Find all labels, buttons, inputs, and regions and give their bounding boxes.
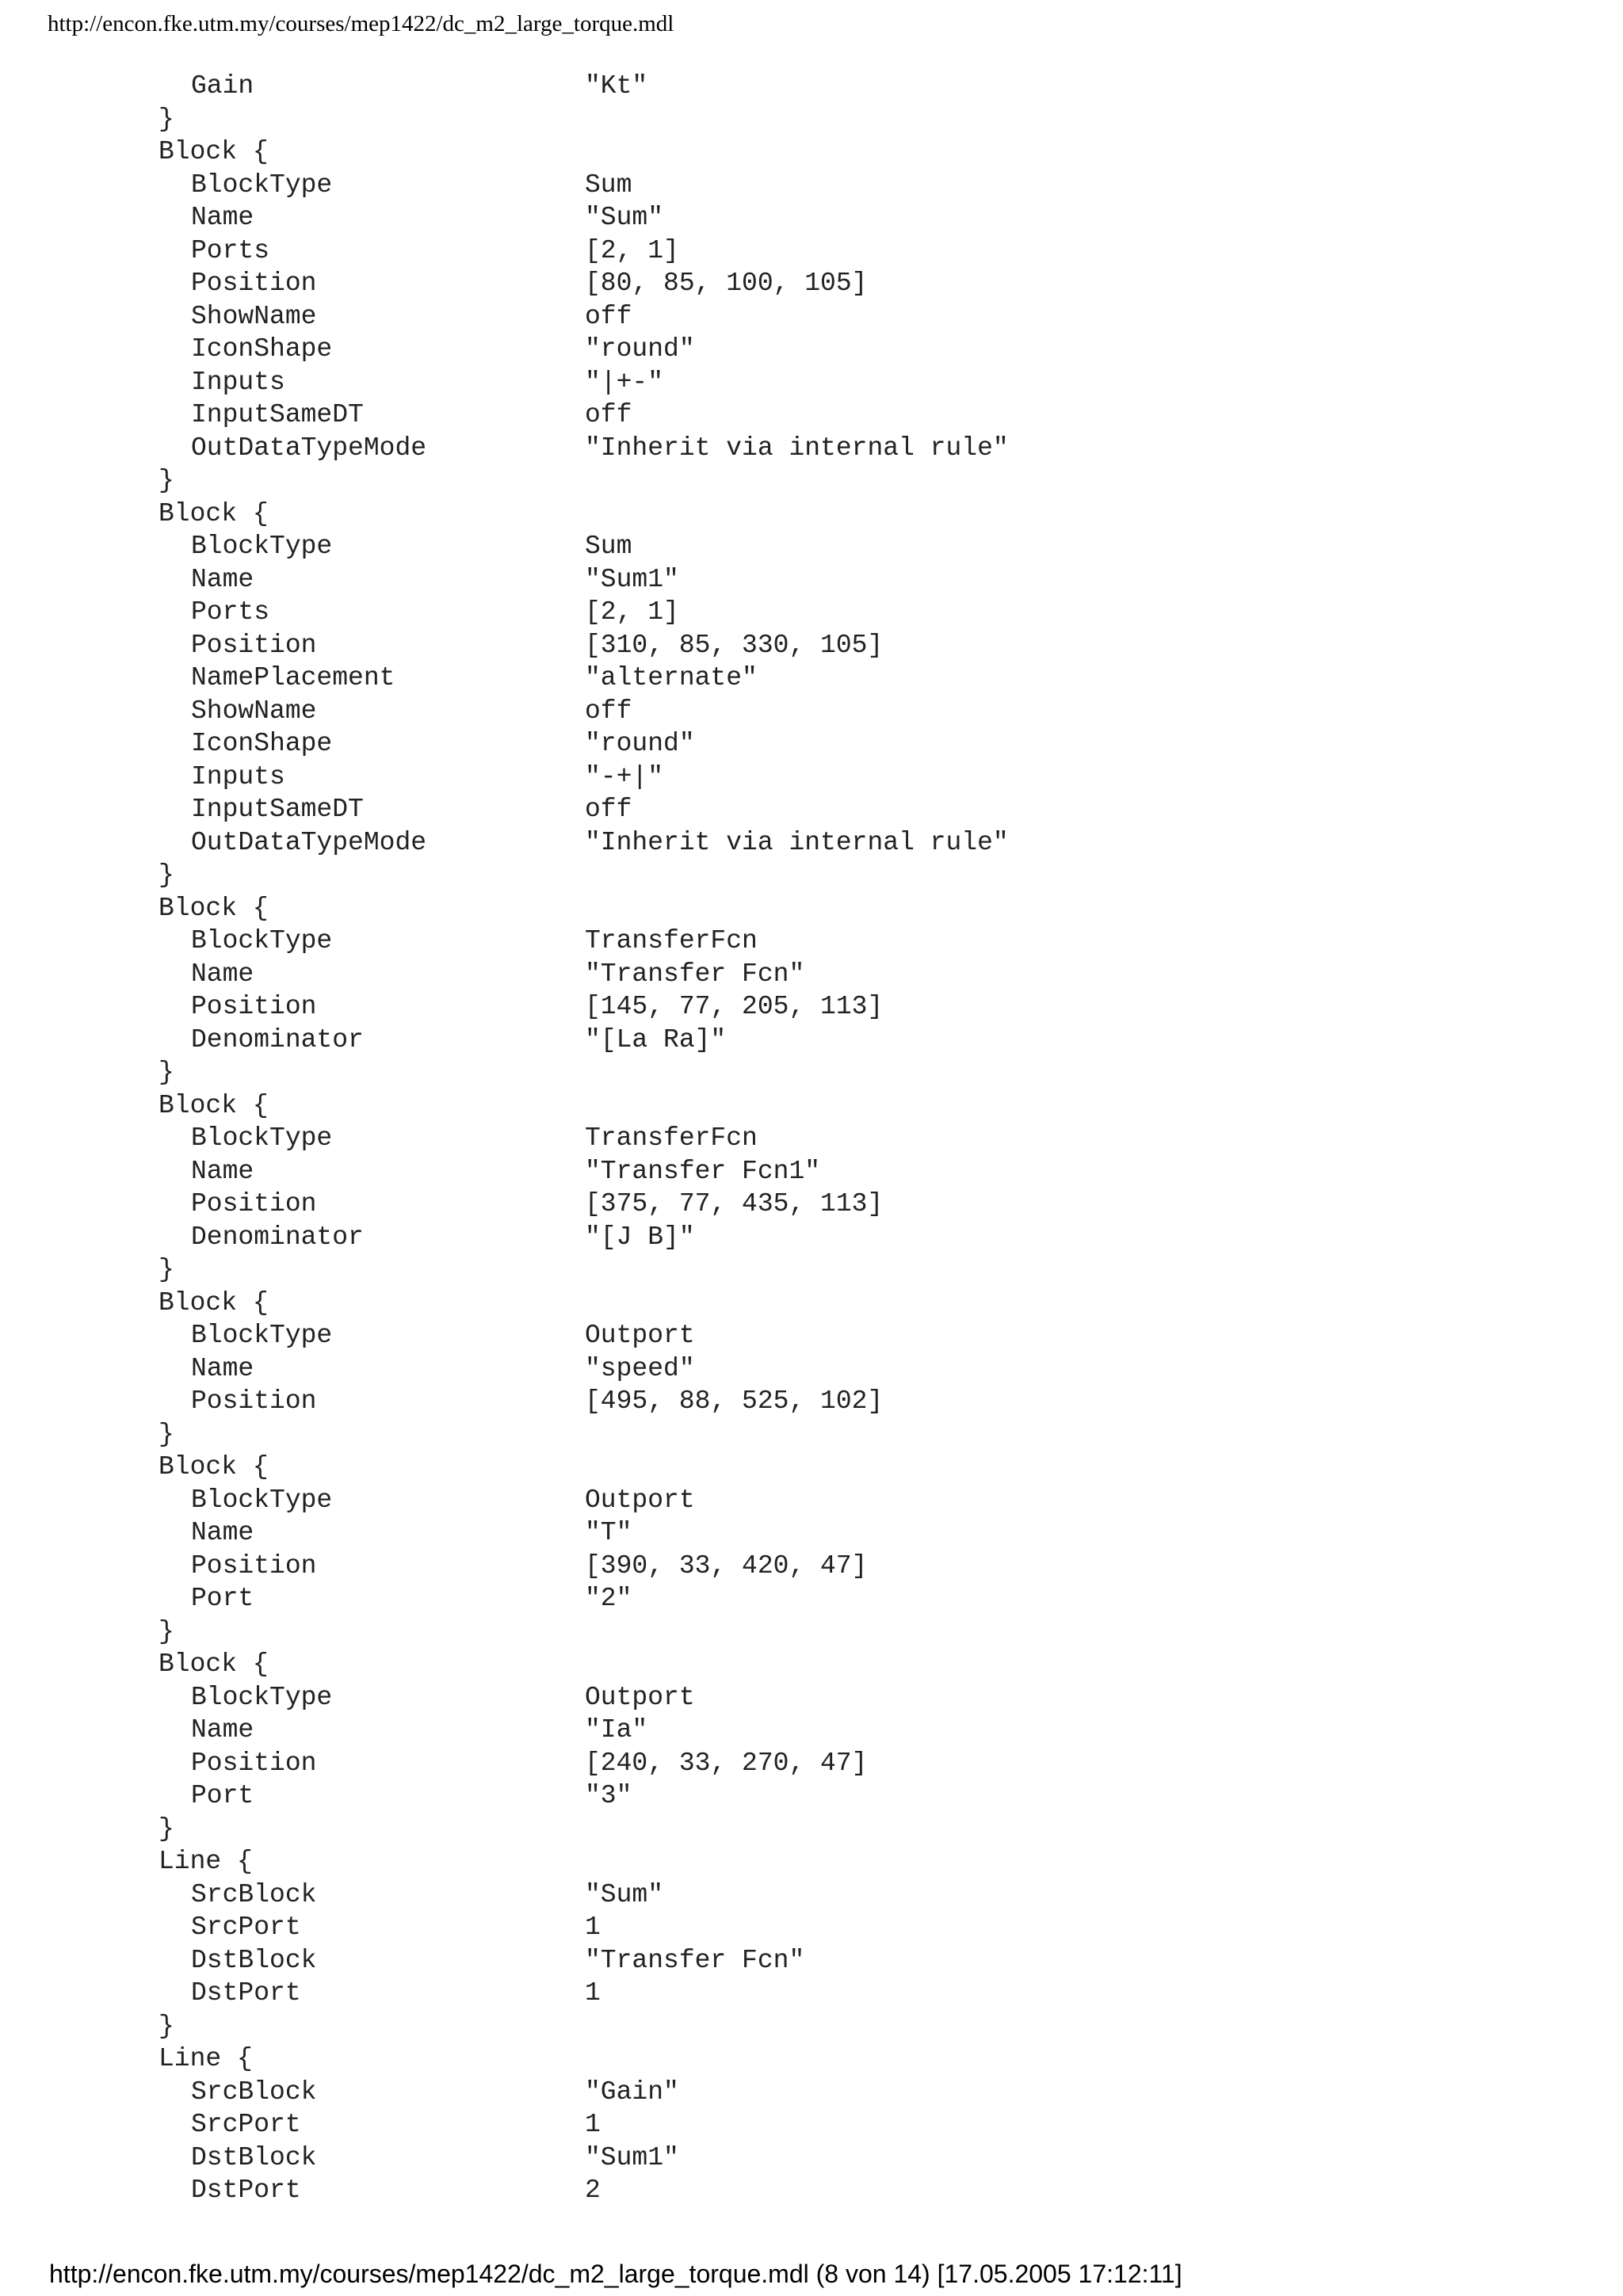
block-header: Block {	[158, 1452, 269, 1482]
param-value: "Inherit via internal rule"	[585, 433, 1009, 463]
param-key: BlockType	[191, 532, 333, 561]
param-value: "Kt"	[585, 71, 648, 101]
mdl-source-listing	[0, 70, 1623, 2207]
param-line	[0, 201, 1623, 235]
param-key: Port	[191, 1781, 254, 1810]
param-value: "Sum"	[585, 1879, 664, 1909]
param-key: Inputs	[191, 367, 285, 397]
param-key: DstPort	[191, 1978, 301, 2008]
param-line	[0, 563, 1623, 597]
param-line	[0, 2076, 1623, 2109]
param-line	[0, 1319, 1623, 1352]
block-header: Block {	[158, 1287, 269, 1318]
block-header: Block {	[158, 137, 269, 166]
param-line	[0, 629, 1623, 662]
param-line	[0, 2108, 1623, 2142]
param-key: DstPort	[191, 2176, 301, 2205]
closing-brace: }	[158, 1255, 174, 1284]
param-key: Position	[191, 1386, 317, 1416]
param-key: Ports	[191, 597, 270, 627]
param-value: "T"	[585, 1518, 632, 1547]
param-key: Name	[191, 1156, 254, 1186]
param-line	[0, 1714, 1623, 1747]
param-key: Port	[191, 1584, 254, 1613]
param-key: Denominator	[191, 1222, 364, 1252]
closing-brace: }	[158, 104, 174, 134]
param-line	[0, 1385, 1623, 1418]
block-header: Block {	[158, 1650, 269, 1679]
param-key: Gain	[191, 71, 254, 101]
param-line	[0, 267, 1623, 300]
param-value: "Gain"	[585, 2077, 679, 2107]
block-open-line	[0, 1089, 1623, 1123]
block-open-line	[0, 2042, 1623, 2076]
closing-brace: }	[158, 466, 174, 495]
param-value: "2"	[585, 1584, 632, 1613]
param-line	[0, 399, 1623, 432]
param-value: 1	[585, 1978, 601, 2008]
param-key: BlockType	[191, 1123, 333, 1153]
param-key: Position	[191, 1748, 317, 1778]
param-value: [375, 77, 435, 113]	[585, 1189, 884, 1219]
param-key: Inputs	[191, 761, 285, 791]
param-key: Ports	[191, 235, 270, 265]
param-line	[0, 1516, 1623, 1550]
block-close-line	[0, 1056, 1623, 1089]
param-value: "Ia"	[585, 1715, 648, 1745]
param-line	[0, 596, 1623, 629]
param-line	[0, 1779, 1623, 1813]
param-key: DstBlock	[191, 2142, 317, 2172]
param-line	[0, 169, 1623, 202]
block-header: Line {	[158, 2044, 253, 2073]
block-close-line	[0, 464, 1623, 498]
param-key: Position	[191, 1550, 317, 1581]
param-value: "|+-"	[585, 367, 664, 397]
param-value: "[J B]"	[585, 1222, 695, 1252]
param-value: off	[585, 696, 632, 726]
param-key: Name	[191, 203, 254, 232]
block-open-line	[0, 135, 1623, 169]
block-close-line	[0, 103, 1623, 136]
param-line	[0, 1911, 1623, 1944]
closing-brace: }	[158, 1058, 174, 1087]
param-value: "alternate"	[585, 663, 758, 692]
param-key: OutDataTypeMode	[191, 433, 427, 463]
closing-brace: }	[158, 860, 174, 890]
param-value: [240, 33, 270, 47]	[585, 1748, 868, 1778]
block-open-line	[0, 498, 1623, 531]
param-value: [310, 85, 330, 105]	[585, 630, 884, 660]
param-line	[0, 761, 1623, 794]
param-value: 1	[585, 1913, 601, 1942]
param-line	[0, 1747, 1623, 1780]
param-key: OutDataTypeMode	[191, 827, 427, 857]
block-close-line	[0, 1253, 1623, 1287]
param-line	[0, 826, 1623, 860]
block-header: Block {	[158, 1090, 269, 1120]
param-key: BlockType	[191, 1485, 333, 1515]
param-value: [145, 77, 205, 113]	[585, 992, 884, 1021]
param-value: "round"	[585, 729, 695, 758]
param-key: Name	[191, 959, 254, 989]
param-value: 2	[585, 2176, 601, 2205]
closing-brace: }	[158, 1419, 174, 1449]
param-line	[0, 1221, 1623, 1254]
param-line	[0, 2142, 1623, 2175]
param-line	[0, 1188, 1623, 1221]
param-key: IconShape	[191, 729, 333, 758]
param-line	[0, 1977, 1623, 2010]
param-line	[0, 1550, 1623, 1583]
param-line	[0, 432, 1623, 465]
param-line	[0, 333, 1623, 366]
param-value: [390, 33, 420, 47]	[585, 1550, 868, 1581]
param-value: "Transfer Fcn"	[585, 959, 805, 989]
block-open-line	[0, 1287, 1623, 1320]
param-value: off	[585, 795, 632, 824]
param-key: InputSameDT	[191, 795, 364, 824]
param-value: off	[585, 301, 632, 331]
param-value: "round"	[585, 334, 695, 364]
param-value: "Sum"	[585, 203, 664, 232]
param-value: TransferFcn	[585, 926, 758, 955]
param-value: off	[585, 400, 632, 429]
param-value: Sum	[585, 170, 632, 200]
param-line	[0, 695, 1623, 728]
param-line	[0, 1024, 1623, 1057]
param-value: "Sum1"	[585, 564, 679, 594]
block-open-line	[0, 1451, 1623, 1484]
param-line	[0, 990, 1623, 1024]
param-line	[0, 1352, 1623, 1386]
param-line	[0, 1582, 1623, 1615]
param-key: BlockType	[191, 926, 333, 955]
closing-brace: }	[158, 1616, 174, 1646]
param-value: "Transfer Fcn1"	[585, 1156, 821, 1186]
param-value: "Transfer Fcn"	[585, 1945, 805, 1975]
param-key: Position	[191, 1189, 317, 1219]
param-value: Outport	[585, 1485, 695, 1515]
param-value: "Inherit via internal rule"	[585, 827, 1009, 857]
param-line	[0, 235, 1623, 268]
param-value: "-+|"	[585, 761, 664, 791]
param-value: [2, 1]	[585, 235, 679, 265]
param-line	[0, 1878, 1623, 1912]
param-line	[0, 662, 1623, 695]
param-key: BlockType	[191, 1682, 333, 1712]
param-key: Name	[191, 1715, 254, 1745]
block-header: Block {	[158, 893, 269, 923]
param-line	[0, 2174, 1623, 2207]
param-value: Outport	[585, 1682, 695, 1712]
closing-brace: }	[158, 1814, 174, 1844]
param-key: Position	[191, 269, 317, 298]
closing-brace: }	[158, 2011, 174, 2041]
param-key: SrcBlock	[191, 1879, 317, 1909]
param-line	[0, 366, 1623, 399]
param-line	[0, 1122, 1623, 1155]
param-value: "speed"	[585, 1353, 695, 1383]
param-key: Position	[191, 630, 317, 660]
page-header-url: http://encon.fke.utm.my/courses/mep1422/dc_m2_large_torque.mdl	[48, 11, 674, 36]
page-footer: http://encon.fke.utm.my/courses/mep1422/dc_m2_large_torque.mdl (8 von 14) [17.05.2005 17:12:11]	[49, 2260, 1182, 2288]
param-key: NamePlacement	[191, 663, 395, 692]
param-line	[0, 793, 1623, 826]
param-key: DstBlock	[191, 1945, 317, 1975]
param-key: Position	[191, 992, 317, 1021]
param-key: BlockType	[191, 170, 333, 200]
param-value: [495, 88, 525, 102]	[585, 1386, 884, 1416]
param-key: IconShape	[191, 334, 333, 364]
param-value: TransferFcn	[585, 1123, 758, 1153]
param-line	[0, 1944, 1623, 1978]
param-line	[0, 1155, 1623, 1188]
param-key: Name	[191, 1518, 254, 1547]
param-key: Name	[191, 564, 254, 594]
param-line	[0, 727, 1623, 761]
block-close-line	[0, 2010, 1623, 2043]
param-value: "Sum1"	[585, 2142, 679, 2172]
param-value: [2, 1]	[585, 597, 679, 627]
param-line	[0, 1681, 1623, 1714]
block-header: Block {	[158, 498, 269, 528]
param-key: ShowName	[191, 301, 317, 331]
param-value: "3"	[585, 1781, 632, 1810]
param-key: ShowName	[191, 696, 317, 726]
block-open-line	[0, 892, 1623, 925]
block-open-line	[0, 1648, 1623, 1681]
param-value: "[La Ra]"	[585, 1024, 727, 1055]
param-key: Denominator	[191, 1024, 364, 1055]
param-key: Name	[191, 1353, 254, 1383]
param-line	[0, 300, 1623, 334]
block-open-line	[0, 1845, 1623, 1878]
block-close-line	[0, 1813, 1623, 1846]
block-header: Line {	[158, 1847, 253, 1876]
block-close-line	[0, 859, 1623, 892]
param-value: Outport	[585, 1321, 695, 1350]
param-value: Sum	[585, 532, 632, 561]
param-key: BlockType	[191, 1321, 333, 1350]
param-key: SrcPort	[191, 2110, 301, 2139]
param-line	[0, 530, 1623, 563]
param-key: SrcBlock	[191, 2077, 317, 2107]
param-value: [80, 85, 100, 105]	[585, 269, 868, 298]
param-line	[0, 1484, 1623, 1517]
param-value: 1	[585, 2110, 601, 2139]
param-key: SrcPort	[191, 1913, 301, 1942]
param-line	[0, 958, 1623, 991]
param-key: InputSameDT	[191, 400, 364, 429]
param-line	[0, 70, 1623, 103]
block-close-line	[0, 1418, 1623, 1451]
block-close-line	[0, 1615, 1623, 1649]
param-line	[0, 925, 1623, 958]
